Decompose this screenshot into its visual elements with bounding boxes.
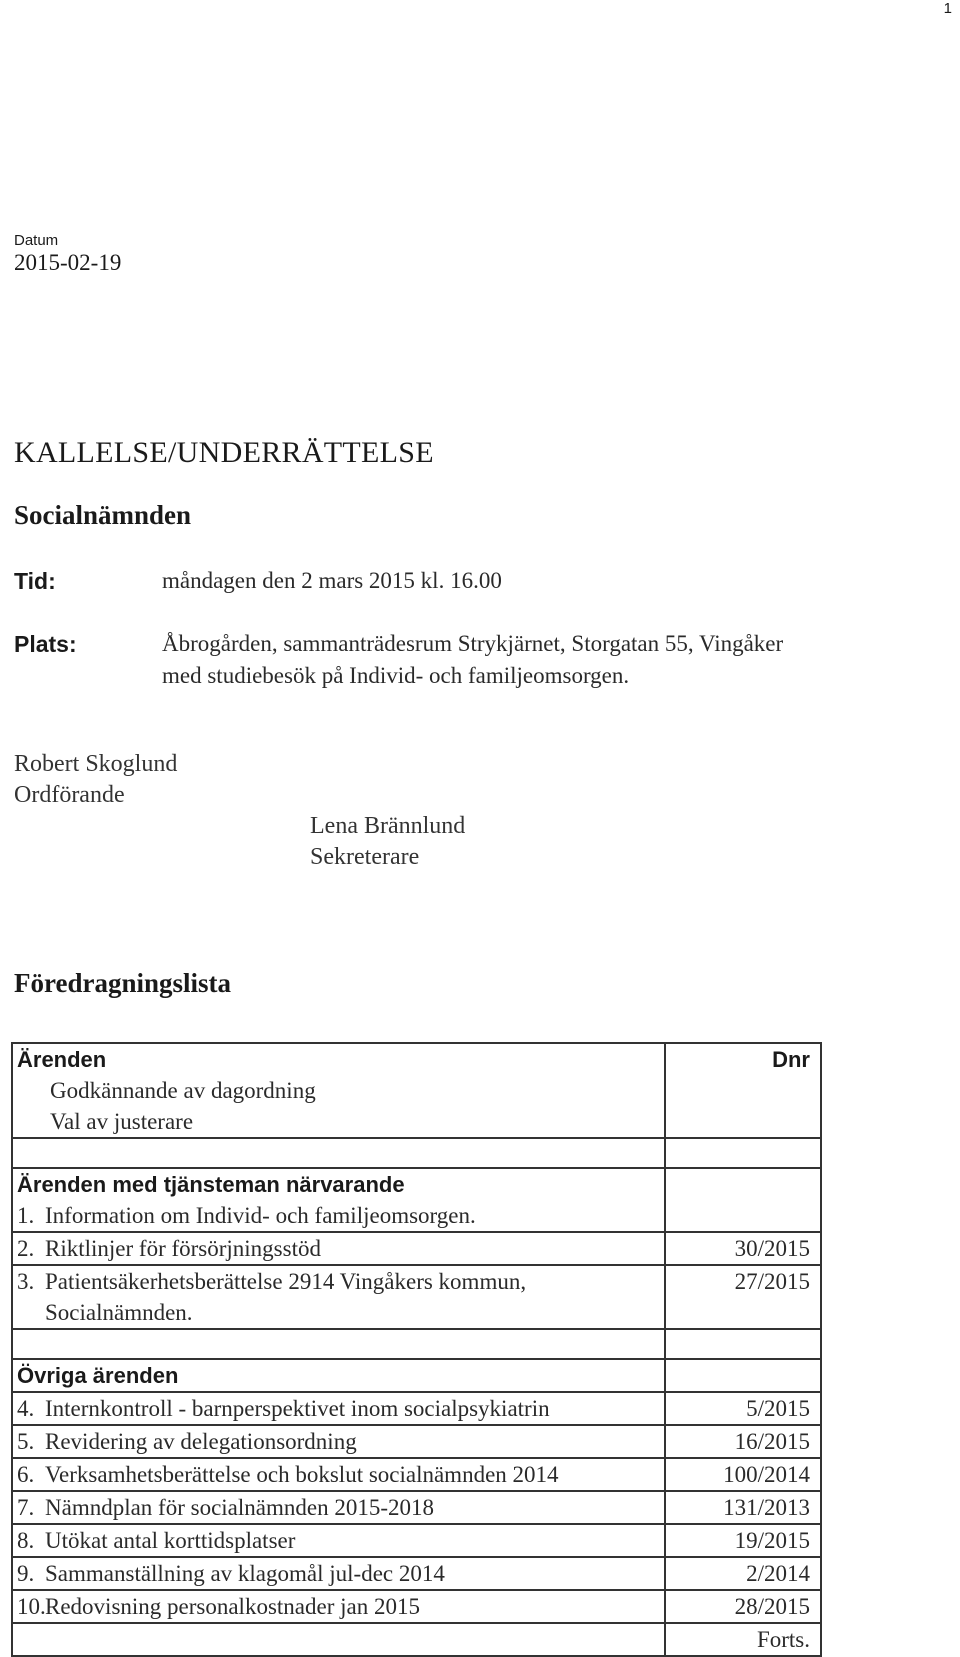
table-row bbox=[12, 1232, 821, 1265]
item-number: 3. bbox=[17, 1269, 35, 1294]
item-text: Utökat antal korttidsplatser bbox=[45, 1528, 296, 1553]
table-row bbox=[12, 1265, 821, 1329]
item-text: Sammanställning av klagomål jul-dec 2014 bbox=[45, 1561, 445, 1586]
item-number: 7. bbox=[17, 1495, 35, 1520]
table-row bbox=[12, 1557, 821, 1590]
section-row bbox=[12, 1168, 821, 1232]
intro-item: Godkännande av dagordning bbox=[50, 1078, 316, 1103]
item-number: 10. bbox=[17, 1594, 46, 1619]
board-name: Socialnämnden bbox=[14, 500, 192, 530]
table-row bbox=[12, 1590, 821, 1623]
item-number: 9. bbox=[17, 1561, 35, 1586]
table-row bbox=[12, 1425, 821, 1458]
item-text: Nämndplan för socialnämnden 2015-2018 bbox=[45, 1495, 434, 1520]
item-number: 5. bbox=[17, 1429, 35, 1454]
item-number: 6. bbox=[17, 1462, 35, 1487]
item-dnr: 100/2014 bbox=[665, 1458, 821, 1491]
table-row bbox=[12, 1392, 821, 1425]
item-text: Redovisning personalkostnader jan 2015 bbox=[45, 1594, 420, 1619]
place-label: Plats: bbox=[14, 631, 77, 657]
date-value: 2015-02-19 bbox=[14, 250, 122, 275]
item-text-continued: Socialnämnden. bbox=[45, 1300, 193, 1325]
table-row bbox=[12, 1458, 821, 1491]
item-number: 2. bbox=[17, 1236, 35, 1261]
item-dnr: 30/2015 bbox=[665, 1232, 821, 1265]
document-title: KALLELSE/UNDERRÄTTELSE bbox=[14, 436, 434, 469]
spacer-row bbox=[12, 1138, 821, 1168]
item-number: 4. bbox=[17, 1396, 35, 1421]
header-cell-matters bbox=[12, 1043, 665, 1138]
table-row bbox=[12, 1491, 821, 1524]
agenda-table bbox=[11, 1042, 822, 1657]
item-text: Patientsäkerhetsberättelse 2914 Vingåkers kommun, bbox=[45, 1269, 527, 1294]
section-cell bbox=[12, 1359, 665, 1392]
item-text: Riktlinjer för försörjningsstöd bbox=[45, 1236, 321, 1261]
column-header-dnr: Dnr bbox=[772, 1047, 810, 1072]
section-cell bbox=[12, 1168, 665, 1232]
item-dnr: 16/2015 bbox=[665, 1425, 821, 1458]
item-dnr: 19/2015 bbox=[665, 1524, 821, 1557]
section-heading: Övriga ärenden bbox=[17, 1363, 179, 1388]
table-row bbox=[12, 1623, 821, 1656]
item-dnr: 131/2013 bbox=[665, 1491, 821, 1524]
item-text: Internkontroll - barnperspektivet inom socialpsykiatrin bbox=[45, 1396, 550, 1421]
item-text: Information om Individ- och familjeomsorgen. bbox=[45, 1203, 476, 1228]
time-label: Tid: bbox=[14, 568, 56, 594]
section-row bbox=[12, 1359, 821, 1392]
column-header-matters: Ärenden bbox=[17, 1047, 107, 1072]
section-heading: Ärenden med tjänsteman närvarande bbox=[17, 1172, 405, 1197]
date-label: Datum bbox=[14, 232, 59, 249]
secretary-role: Sekreterare bbox=[310, 844, 420, 870]
item-dnr: 2/2014 bbox=[665, 1557, 821, 1590]
item-number: 1. bbox=[17, 1203, 35, 1228]
table-row bbox=[12, 1524, 821, 1557]
page-number: 1 bbox=[943, 0, 952, 17]
place-line-1: Åbrogården, sammanträdesrum Strykjärnet, Storgatan 55, Vingåker bbox=[162, 631, 784, 656]
chair-name: Robert Skoglund bbox=[14, 751, 178, 777]
item-text: Revidering av delegationsordning bbox=[45, 1429, 357, 1454]
place-line-2: med studiebesök på Individ- och familjeomsorgen. bbox=[162, 663, 630, 688]
item-dnr: 5/2015 bbox=[665, 1392, 821, 1425]
secretary-name: Lena Brännlund bbox=[310, 813, 466, 839]
spacer-row bbox=[12, 1329, 821, 1359]
time-value: måndagen den 2 mars 2015 kl. 16.00 bbox=[162, 568, 502, 593]
item-dnr: 27/2015 bbox=[665, 1265, 821, 1329]
item-text: Verksamhetsberättelse och bokslut socialnämnden 2014 bbox=[45, 1462, 559, 1487]
intro-item: Val av justerare bbox=[50, 1109, 194, 1134]
chair-role: Ordförande bbox=[14, 782, 125, 808]
continued-label: Forts. bbox=[665, 1623, 821, 1656]
item-dnr: 28/2015 bbox=[665, 1590, 821, 1623]
item-dnr bbox=[665, 1168, 821, 1232]
header-cell-dnr bbox=[665, 1043, 821, 1138]
table-header-row bbox=[12, 1043, 821, 1138]
item-number: 8. bbox=[17, 1528, 35, 1553]
agenda-title: Föredragningslista bbox=[14, 968, 232, 998]
